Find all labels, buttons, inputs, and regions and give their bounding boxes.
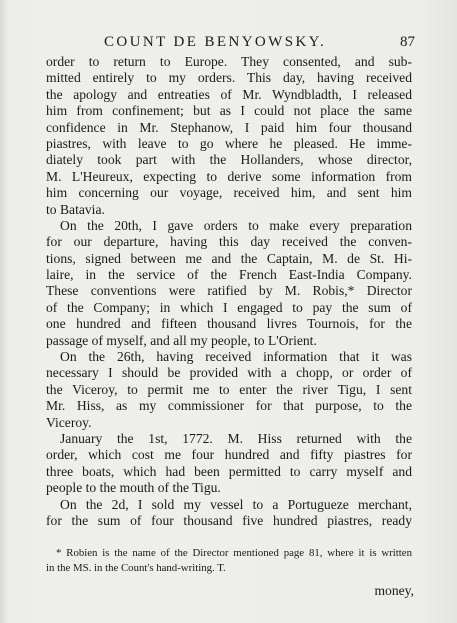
footnote-line: * Robien is the name of the Director mentioned page 81, where it is written: [56, 547, 412, 559]
text-line: These conventions were ratified by M. Robis,* Director: [46, 283, 412, 299]
text-line: the apology and entreaties of Mr. Wyndbladth, I released: [46, 86, 412, 102]
text-line: January the 1st, 1772. M. Hiss returned with the: [60, 430, 412, 446]
text-line: tions, signed between me and the Captain, M. de St. Hi-: [46, 250, 412, 266]
catchword: money,: [374, 583, 414, 598]
text-line: one hundred and fifteen thousand livres Tournois, for the: [46, 316, 412, 332]
text-line: confidence in Mr. Stephanow, I paid him four thousand: [46, 119, 412, 135]
text-line: necessary I should be provided with a chopp, or order of: [46, 365, 412, 381]
text-line: M. L'Heureux, expecting to derive some information from: [46, 168, 412, 184]
text-line: order, which cost me four hundred and fifty piastres for: [46, 447, 412, 463]
page-number: 87: [400, 34, 415, 50]
text-line: the Viceroy, to permit me to enter the river Tigu, I sent: [46, 381, 412, 397]
text-line: Viceroy.: [46, 414, 92, 430]
text-line: him from confinement; but as I could not place the same: [46, 103, 412, 119]
text-line: laire, in the service of the French East-India Company.: [46, 267, 412, 283]
text-line: to Batavia.: [46, 201, 105, 217]
text-line: On the 2d, I sold my vessel to a Portugueze merchant,: [60, 496, 412, 512]
body-text: [46, 54, 412, 529]
text-line: passage of myself, and all my people, to L'Orient.: [46, 332, 317, 348]
text-line: people to the mouth of the Tigu.: [46, 480, 221, 496]
text-line: for the sum of four thousand five hundred piastres, ready: [46, 512, 412, 528]
text-line: him concerning our voyage, received him, and sent him: [46, 185, 412, 201]
text-line: Mr. Hiss, as my commissioner for that purpose, to the: [46, 398, 412, 414]
text-line: of the Company; in which I engaged to pay the sum of: [46, 299, 412, 315]
text-line: piastres, with leave to go where he pleased. He imme-: [46, 135, 412, 151]
text-line: On the 20th, I gave orders to make every preparation: [60, 217, 412, 233]
footnote-line: in the MS. in the Count's hand-writing. T.: [46, 562, 226, 574]
text-line: diately took part with the Hollanders, whose director,: [46, 152, 412, 168]
text-line: On the 26th, having received information that it was: [60, 349, 412, 365]
text-line: three boats, which had been permitted to carry myself and: [46, 463, 412, 479]
footnote: [46, 546, 412, 576]
running-title: COUNT DE BENYOWSKY.: [104, 34, 327, 50]
running-head: [46, 34, 415, 52]
text-line: for our departure, having this day received the conven-: [46, 234, 412, 250]
text-line: mitted entirely to my orders. This day, having received: [46, 70, 412, 86]
text-line: order to return to Europe. They consented, and sub-: [46, 54, 412, 69]
